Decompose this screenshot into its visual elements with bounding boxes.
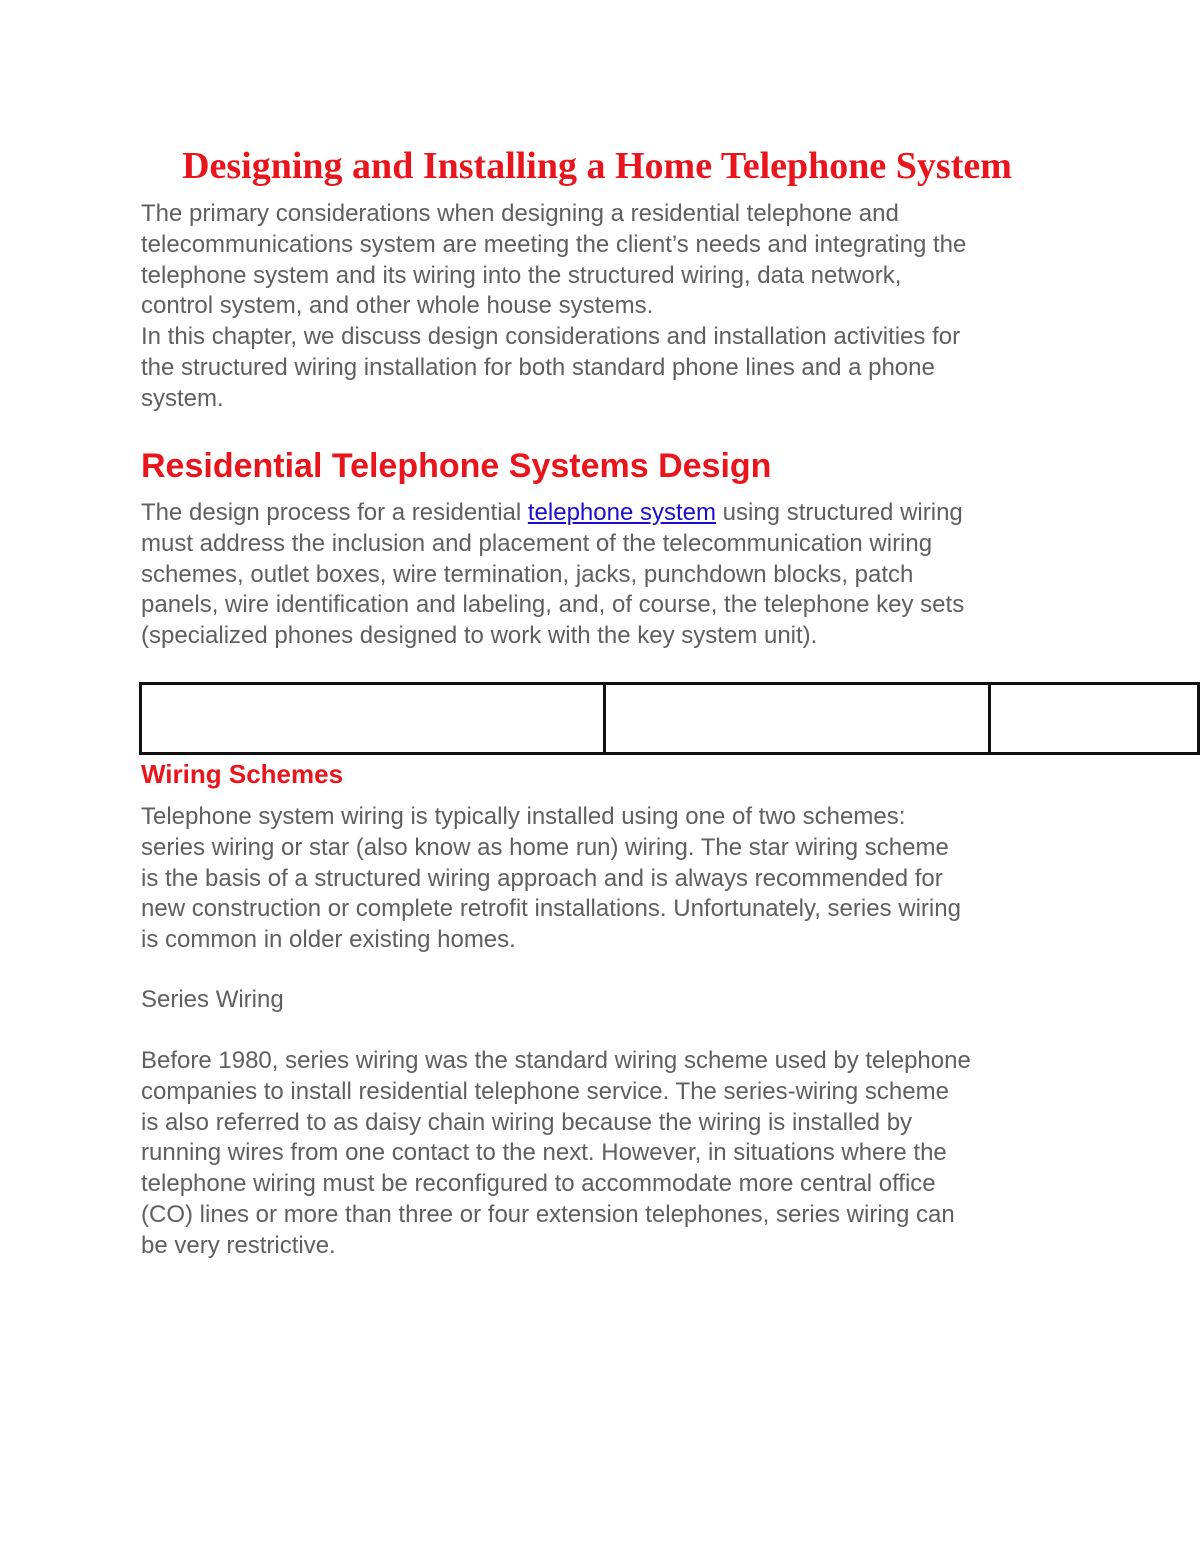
intro-line-7: system.: [141, 384, 224, 412]
wiring-line-3: is the basis of a structured wiring approach and is always recommended for: [141, 864, 943, 892]
series-line-5: telephone wiring must be reconfigured to accommodate more central office: [141, 1170, 936, 1198]
wiring-line-1: Telephone system wiring is typically installed using one of two schemes:: [141, 803, 906, 830]
wiring-line-4: new construction or complete retrofit installations. Unfortunately, series wiring: [141, 895, 961, 923]
series-wiring-heading: [141, 985, 1091, 1016]
design-paragraph: [141, 498, 1091, 652]
series-line-6: (CO) lines or more than three or four extension telephones, series wiring can: [141, 1200, 955, 1228]
series-line-3: is also referred to as daisy chain wiring because the wiring is installed by: [141, 1108, 913, 1136]
intro-line-2: telecommunications system are meeting the client’s needs and integrating the: [141, 230, 967, 258]
series-wiring-paragraph: [141, 1046, 1091, 1262]
table-column-divider-2: [988, 685, 991, 752]
section-heading-wiring-schemes: Wiring Schemes: [141, 759, 344, 789]
design-line-5: (specialized phones designed to work with the key system unit).: [141, 622, 818, 650]
wiring-line-5: is common in older existing homes.: [141, 926, 516, 954]
table-column-divider-1: [603, 685, 606, 752]
section-heading-design: Residential Telephone Systems Design: [141, 447, 772, 485]
design-line-2: must address the inclusion and placement of the telecommunication wiring: [141, 529, 933, 557]
series-line-2: companies to install residential telephone service. The series-wiring scheme: [141, 1077, 949, 1105]
series-wiring-heading-text: Series Wiring: [141, 986, 284, 1013]
series-line-1: Before 1980, series wiring was the standard wiring scheme used by telephone: [141, 1047, 971, 1074]
document-title: Designing and Installing a Home Telephone System: [182, 145, 1012, 187]
series-line-4: running wires from one contact to the next. However, in situations where the: [141, 1139, 947, 1167]
intro-line-3: telephone system and its wiring into the structured wiring, data network,: [141, 261, 902, 289]
empty-table: [139, 682, 1200, 755]
intro-line-4: control system, and other whole house systems.: [141, 292, 654, 320]
design-line-1-end: using structured wiring: [715, 499, 963, 526]
design-line-1: [141, 498, 1091, 529]
intro-paragraph: [141, 199, 1091, 415]
wiring-schemes-paragraph: [141, 802, 1091, 956]
design-line-4: panels, wire identification and labeling, and, of course, the telephone key sets: [141, 591, 965, 619]
intro-line-6: the structured wiring installation for both standard phone lines and a phone: [141, 353, 935, 381]
intro-line-5: In this chapter, we discuss design considerations and installation activities for: [141, 323, 961, 351]
design-line-3: schemes, outlet boxes, wire termination, jacks, punchdown blocks, patch: [141, 560, 914, 588]
telephone-system-link[interactable]: telephone system: [527, 499, 716, 526]
wiring-line-2: series wiring or star (also know as home run) wiring. The star wiring scheme: [141, 833, 949, 861]
intro-line-1: The primary considerations when designing a residential telephone and: [141, 200, 899, 227]
series-line-7: be very restrictive.: [141, 1231, 336, 1259]
design-line-1-start: The design process for a residential: [141, 499, 528, 526]
